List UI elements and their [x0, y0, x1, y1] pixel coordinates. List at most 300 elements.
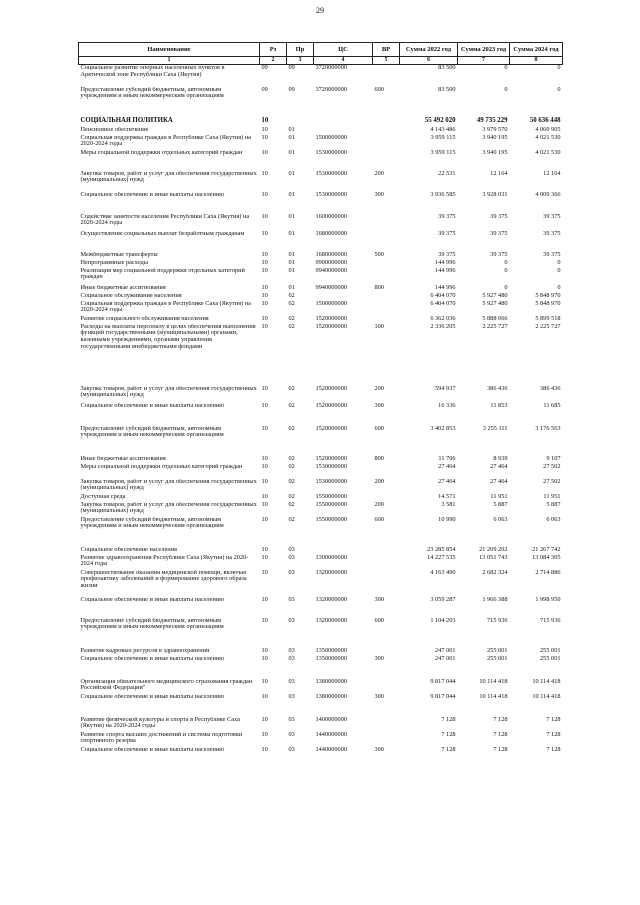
row-name: Совершенствование оказания медицинской помощи, включая профилактику заболеваний и формирование здорового образа жизни: [80, 569, 247, 590]
row-rz: 10: [261, 693, 268, 700]
table-row: [79, 293, 563, 301]
row-sum-2024: 4 021 530: [535, 134, 561, 141]
row-pr: 09: [288, 86, 295, 93]
row-sum-2024: 4 060 905: [535, 126, 561, 133]
row-cs: 1300000000: [315, 554, 347, 561]
row-sum-2022: 2 336 205: [430, 323, 456, 330]
row-sum-2024: 27 502: [543, 463, 561, 470]
row-pr: 02: [288, 385, 295, 392]
row-name: Социальное обслуживание населения: [80, 292, 182, 299]
row-sum-2023: 10 114 418: [479, 678, 508, 685]
row-sum-2023: 3 928 031: [482, 191, 508, 198]
row-name: Закупка товаров, работ и услуг для обеспечения государственных (муниципальных) нужд: [80, 478, 257, 492]
col-header-cs: ЦС: [314, 43, 373, 57]
row-name: Закупка товаров, работ и услуг для обеспечения государственных (муниципальных) нужд: [80, 170, 257, 184]
row-sum-2023: 0: [504, 284, 508, 291]
row-pr: 03: [288, 617, 295, 624]
row-sum-2023: 2 682 324: [482, 569, 508, 576]
row-pr: 03: [288, 647, 295, 654]
row-rz: 10: [261, 149, 268, 156]
row-sum-2023: 21 209 202: [479, 546, 508, 553]
row-sum-2022: 14 571: [438, 493, 456, 500]
row-sum-2022: 16 336: [438, 402, 456, 409]
row-sum-2022: 4 143 486: [430, 126, 456, 133]
row-sum-2023: 7 128: [493, 716, 508, 723]
row-rz: 10: [261, 126, 268, 133]
row-cs: 1440000000: [315, 731, 347, 738]
row-pr: 09: [288, 64, 295, 71]
row-name: Организация обязательного медицинского страхования граждан Российской Федерации": [80, 678, 253, 692]
table-row: [79, 679, 563, 694]
row-sum-2023: 13 051 743: [479, 554, 508, 561]
row-name: Непрограммные расходы: [80, 259, 148, 266]
row-rz: 10: [261, 546, 268, 553]
table-row: [79, 426, 563, 456]
row-pr: 01: [288, 126, 295, 133]
row-name: Социальное обеспечение и иные выплаты населению: [80, 693, 224, 700]
row-sum-2023: 11 951: [490, 493, 508, 500]
row-sum-2023: 0: [504, 267, 508, 274]
row-vr: [373, 547, 400, 555]
row-sum-2024: 3 176 563: [535, 425, 561, 432]
row-sum-2023: 255 001: [487, 655, 508, 662]
row-rz: 10: [261, 230, 268, 237]
row-rz: 10: [261, 259, 268, 266]
row-sum-2022: 27 464: [438, 463, 456, 470]
row-name: Развитие спорта высших достижений и системы подготовки спортивного резерва: [80, 731, 243, 745]
row-sum-2022: 4 163 490: [430, 569, 456, 576]
row-name: Меры социальной поддержки отдельных категорий граждан: [80, 149, 243, 156]
row-sum-2022: 3 959 115: [430, 149, 456, 156]
row-sum-2024: 50 636 448: [529, 116, 561, 124]
row-cs: [314, 547, 373, 555]
budget-table: [78, 42, 563, 757]
row-rz: 10: [261, 493, 268, 500]
row-sum-2023: 39 375: [490, 251, 508, 258]
row-sum-2023: 0: [504, 259, 508, 266]
table-row: [79, 316, 563, 324]
row-pr: 02: [288, 501, 295, 508]
row-cs: 1520000000: [315, 402, 347, 409]
table-row: [79, 694, 563, 717]
row-rz: 10: [261, 134, 268, 141]
row-name: Расходы на выплаты персоналу в целях обеспечения выполнения функций государственными (муниципальными) органами, казенными учреждениями, органами управления государственными внебюджетными фондами: [80, 323, 256, 351]
col-header-vr: ВР: [373, 43, 400, 57]
table-row: [79, 547, 563, 555]
row-sum-2024: 255 001: [540, 647, 561, 654]
row-pr: 02: [288, 455, 295, 462]
col-num-1: 1: [79, 57, 260, 65]
row-rz: 10: [261, 402, 268, 409]
row-sum-2024: 2 225 727: [535, 323, 561, 330]
row-pr: 03: [288, 655, 295, 662]
row-sum-2023: 7 128: [493, 731, 508, 738]
table-row: [79, 252, 563, 260]
row-sum-2022: 10 990: [438, 516, 456, 523]
row-sum-2024: 4 021 530: [535, 149, 561, 156]
row-sum-2024: 7 128: [546, 716, 561, 723]
table-row: [79, 135, 563, 150]
row-vr: [373, 301, 400, 316]
row-sum-2022: 247 001: [435, 647, 456, 654]
col-header-sum-2023: Сумма 2023 год: [458, 43, 510, 57]
row-vr: 100: [374, 323, 384, 330]
row-vr: 200: [374, 170, 384, 177]
row-vr: 600: [374, 516, 384, 523]
row-vr: 300: [374, 191, 384, 198]
row-sum-2023: 5 927 480: [482, 300, 508, 307]
row-cs: 1530000000: [315, 463, 347, 470]
row-sum-2022: 39 375: [438, 230, 456, 237]
row-cs: 1530000000: [315, 149, 347, 156]
table-row: [79, 285, 563, 293]
row-sum-2024: 6 063: [546, 516, 561, 523]
row-name: Социальное обеспечение и иные выплаты населению: [80, 746, 224, 753]
row-pr: [287, 117, 314, 127]
row-sum-2023: 6 063: [493, 516, 508, 523]
col-header-rz: Рз: [260, 43, 287, 57]
row-pr: 01: [288, 213, 295, 220]
table-body: [79, 65, 563, 757]
row-sum-2022: 9 817 044: [430, 678, 456, 685]
row-name: Социальное обеспечение и иные выплаты населению: [80, 655, 224, 662]
row-vr: 800: [374, 284, 384, 291]
row-vr: [373, 260, 400, 268]
row-rz: 10: [261, 678, 268, 685]
table-row: [79, 117, 563, 127]
row-name: Предоставление субсидий бюджетным, автономным учреждениям и иным некоммерческим организациям: [80, 617, 224, 631]
row-name: Предоставление субсидий бюджетным, автономным учреждениям и иным некоммерческим организациям: [80, 86, 224, 100]
row-pr: 03: [288, 596, 295, 603]
row-sum-2022: 14 227 535: [427, 554, 456, 561]
row-pr: 03: [288, 554, 295, 561]
row-rz: 10: [261, 116, 269, 124]
table-row: [79, 494, 563, 502]
row-cs: 1350000000: [315, 647, 347, 654]
row-vr: 600: [374, 425, 384, 432]
table-row: [79, 301, 563, 316]
row-rz: 10: [261, 647, 268, 654]
row-vr: [373, 150, 400, 171]
row-sum-2024: 0: [557, 64, 561, 71]
row-sum-2022: 1 104 203: [430, 617, 456, 624]
row-name: Развитие кадровых ресурсов в здравоохранении: [80, 647, 210, 654]
row-sum-2023: 8 939: [493, 455, 508, 462]
row-sum-2023: 11 853: [490, 402, 508, 409]
row-vr: 300: [374, 655, 384, 662]
row-name: Меры социальной поддержки отдельных категорий граждан: [80, 463, 243, 470]
row-sum-2022: 55 492 020: [424, 116, 456, 124]
row-sum-2022: 3 581: [441, 501, 456, 508]
row-vr: 200: [374, 501, 384, 508]
row-sum-2023: 39 375: [490, 230, 508, 237]
row-vr: [373, 127, 400, 135]
row-sum-2022: 6 404 070: [430, 300, 456, 307]
row-pr: 02: [288, 292, 295, 299]
row-rz: 10: [261, 569, 268, 576]
row-rz: 10: [261, 746, 268, 753]
row-rz: 09: [261, 86, 268, 93]
row-sum-2022: 594 937: [435, 385, 456, 392]
row-sum-2023: 715 936: [487, 617, 508, 624]
row-sum-2022: 3 402 853: [430, 425, 456, 432]
col-num-8: 8: [510, 57, 563, 65]
row-sum-2023: 5 888 066: [482, 315, 508, 322]
row-cs: 1520000000: [315, 315, 347, 322]
table-row: [79, 386, 563, 403]
table-row: [79, 150, 563, 171]
row-sum-2023: 7 128: [493, 746, 508, 753]
row-sum-2024: 0: [557, 284, 561, 291]
table-row: [79, 456, 563, 464]
row-vr: [373, 570, 400, 597]
row-cs: 1600000000: [315, 213, 347, 220]
row-pr: 01: [288, 284, 295, 291]
row-pr: 02: [288, 425, 295, 432]
column-number-row: [79, 57, 563, 65]
row-cs: 1550000000: [315, 501, 347, 508]
row-rz: 10: [261, 501, 268, 508]
row-rz: 10: [261, 251, 268, 258]
row-rz: 10: [261, 516, 268, 523]
row-vr: [373, 717, 400, 732]
col-num-3: 3: [287, 57, 314, 65]
row-cs: 1530000000: [315, 478, 347, 485]
row-pr: 02: [288, 300, 295, 307]
row-cs: 1320000000: [315, 596, 347, 603]
row-sum-2024: 4 009 366: [535, 191, 561, 198]
row-pr: 01: [288, 230, 295, 237]
row-cs: [314, 293, 373, 301]
row-cs: 9900000000: [315, 259, 347, 266]
row-name: Социальное обеспечение и иные выплаты населению: [80, 402, 224, 409]
row-rz: 10: [261, 315, 268, 322]
row-vr: 500: [374, 251, 384, 258]
col-num-6: 6: [400, 57, 458, 65]
table-row: [79, 214, 563, 231]
row-rz: 10: [261, 731, 268, 738]
col-header-name: Наименование: [79, 43, 260, 57]
row-name: Межбюджетные трансферты: [80, 251, 158, 258]
row-rz: 10: [261, 292, 268, 299]
row-sum-2022: 3 936 585: [430, 191, 456, 198]
row-sum-2023: 255 001: [487, 647, 508, 654]
row-sum-2022: 144 996: [435, 267, 456, 274]
row-sum-2024: 7 128: [546, 746, 561, 753]
row-sum-2024: 10 114 418: [532, 693, 561, 700]
row-vr: 300: [374, 596, 384, 603]
row-pr: 02: [288, 516, 295, 523]
row-sum-2023: 1 966 388: [482, 596, 508, 603]
row-rz: 10: [261, 300, 268, 307]
row-name: Предоставление субсидий бюджетным, автономным учреждениям и иным некоммерческим организациям: [80, 516, 224, 530]
row-sum-2022: 144 996: [435, 284, 456, 291]
row-cs: 1350000000: [315, 655, 347, 662]
row-name: Реализация мер социальной поддержки отдельных категорий граждан: [80, 267, 245, 281]
row-vr: 600: [374, 86, 384, 93]
row-sum-2022: 7 128: [441, 731, 456, 738]
row-sum-2023: 27 464: [490, 478, 508, 485]
row-sum-2024: 12 164: [543, 170, 561, 177]
row-sum-2022: 144 996: [435, 259, 456, 266]
row-name: Предоставление субсидий бюджетным, автономным учреждениям и иным некоммерческим организациям: [80, 425, 224, 439]
table-row: [79, 479, 563, 494]
row-sum-2022: 3 059 287: [430, 596, 456, 603]
row-sum-2024: 7 128: [546, 731, 561, 738]
row-pr: 01: [288, 170, 295, 177]
row-pr: 01: [288, 191, 295, 198]
table-row: [79, 717, 563, 732]
row-sum-2023: 2 225 727: [482, 323, 508, 330]
row-rz: 10: [261, 596, 268, 603]
row-vr: 600: [374, 617, 384, 624]
row-name: Социальное развитие опорных населенных пунктов в Арктической зоне Республики Саха (Якутия): [80, 64, 225, 78]
page-number: 29: [316, 6, 324, 15]
table-row: [79, 192, 563, 214]
row-sum-2023: 0: [504, 86, 508, 93]
row-sum-2022: 9 817 044: [430, 693, 456, 700]
table-row: [79, 324, 563, 386]
row-vr: 300: [374, 746, 384, 753]
row-pr: 01: [288, 259, 295, 266]
row-cs: 9940000000: [315, 267, 347, 274]
row-pr: 03: [288, 693, 295, 700]
row-sum-2023: 386 436: [487, 385, 508, 392]
row-sum-2023: 3 979 570: [482, 126, 508, 133]
row-pr: 01: [288, 134, 295, 141]
row-cs: 1520000000: [315, 455, 347, 462]
row-vr: 200: [374, 385, 384, 392]
row-rz: 10: [261, 213, 268, 220]
table-row: [79, 260, 563, 268]
row-name: Осуществление социальных выплат безработным гражданам: [80, 230, 245, 237]
row-cs: 1500000000: [315, 300, 347, 307]
row-sum-2024: 10 114 418: [532, 678, 561, 685]
row-rz: 10: [261, 385, 268, 392]
row-sum-2023: 3 940 195: [482, 149, 508, 156]
row-vr: [373, 494, 400, 502]
row-vr: [373, 464, 400, 479]
row-sum-2022: 6 362 036: [430, 315, 456, 322]
row-sum-2023: 27 464: [490, 463, 508, 470]
row-sum-2022: 7 128: [441, 746, 456, 753]
row-sum-2022: 39 375: [438, 213, 456, 220]
row-cs: 1320000000: [315, 569, 347, 576]
table-row: [79, 570, 563, 597]
row-rz: 10: [261, 191, 268, 198]
row-cs: 1500000000: [315, 134, 347, 141]
row-cs: 1440000000: [315, 746, 347, 753]
table-row: [79, 555, 563, 570]
row-rz: 10: [261, 267, 268, 274]
row-sum-2023: 5 887: [493, 501, 508, 508]
col-num-4: 4: [314, 57, 373, 65]
row-rz: 09: [261, 64, 268, 71]
row-pr: 01: [288, 149, 295, 156]
row-rz: 10: [261, 455, 268, 462]
row-cs: [314, 127, 373, 135]
row-vr: [373, 648, 400, 656]
row-pr: 03: [288, 746, 295, 753]
row-sum-2024: 5 848 970: [535, 300, 561, 307]
row-rz: 10: [261, 425, 268, 432]
row-vr: [373, 679, 400, 694]
row-rz: 10: [261, 617, 268, 624]
row-vr: [373, 732, 400, 747]
row-pr: 02: [288, 493, 295, 500]
row-name: Социальное обеспечение и иные выплаты населению: [80, 191, 224, 198]
table-row: [79, 65, 563, 87]
row-sum-2024: 21 267 742: [532, 546, 561, 553]
row-cs: 1520000000: [315, 385, 347, 392]
table-row: [79, 618, 563, 648]
table-row: [79, 87, 563, 117]
row-pr: 02: [288, 463, 295, 470]
row-cs: [314, 117, 373, 127]
col-header-sum-2024: Сумма 2024 год: [510, 43, 563, 57]
row-cs: 1380000000: [315, 678, 347, 685]
row-vr: 800: [374, 455, 384, 462]
row-sum-2022: 27 464: [438, 478, 456, 485]
row-cs: 1680000000: [315, 230, 347, 237]
col-header-pr: Пр: [287, 43, 314, 57]
row-cs: 1520000000: [315, 425, 347, 432]
row-sum-2022: 3 959 115: [430, 134, 456, 141]
row-rz: 10: [261, 554, 268, 561]
row-pr: 02: [288, 323, 295, 330]
row-cs: 1530000000: [315, 170, 347, 177]
row-sum-2022: 22 531: [438, 170, 456, 177]
row-sum-2024: 9 107: [546, 455, 561, 462]
row-vr: [373, 316, 400, 324]
col-num-5: 5: [373, 57, 400, 65]
row-name: Социальное обеспечение населения: [80, 546, 177, 553]
row-cs: 1380000000: [315, 693, 347, 700]
row-name: Социальная поддержка граждан в Республике Саха (Якутия) на 2020-2024 годы: [80, 300, 251, 314]
table-row: [79, 517, 563, 547]
row-rz: 10: [261, 716, 268, 723]
row-pr: 02: [288, 402, 295, 409]
row-cs: 1550000000: [315, 516, 347, 523]
row-vr: [373, 293, 400, 301]
row-cs: 1400000000: [315, 716, 347, 723]
row-name: Иные бюджетные ассигнования: [80, 284, 166, 291]
row-pr: 01: [288, 267, 295, 274]
row-sum-2024: 1 998 950: [535, 596, 561, 603]
row-pr: 02: [288, 315, 295, 322]
row-sum-2024: 5 848 970: [535, 292, 561, 299]
table-row: [79, 502, 563, 517]
row-vr: [373, 268, 400, 285]
row-sum-2024: 5 887: [546, 501, 561, 508]
table-row: [79, 597, 563, 618]
row-sum-2023: 10 114 418: [479, 693, 508, 700]
row-sum-2023: 39 375: [490, 213, 508, 220]
row-rz: 10: [261, 284, 268, 291]
row-rz: 10: [261, 655, 268, 662]
row-sum-2024: 0: [557, 86, 561, 93]
row-sum-2024: 39 375: [543, 251, 561, 258]
row-pr: 03: [288, 569, 295, 576]
row-sum-2024: 386 436: [540, 385, 561, 392]
row-cs: 3720000000: [315, 64, 347, 71]
table-row: [79, 231, 563, 252]
row-sum-2023: 5 927 480: [482, 292, 508, 299]
row-vr: [373, 214, 400, 231]
header-row: [79, 43, 563, 57]
row-vr: 300: [374, 402, 384, 409]
col-header-sum-2022: Сумма 2022 год: [400, 43, 458, 57]
